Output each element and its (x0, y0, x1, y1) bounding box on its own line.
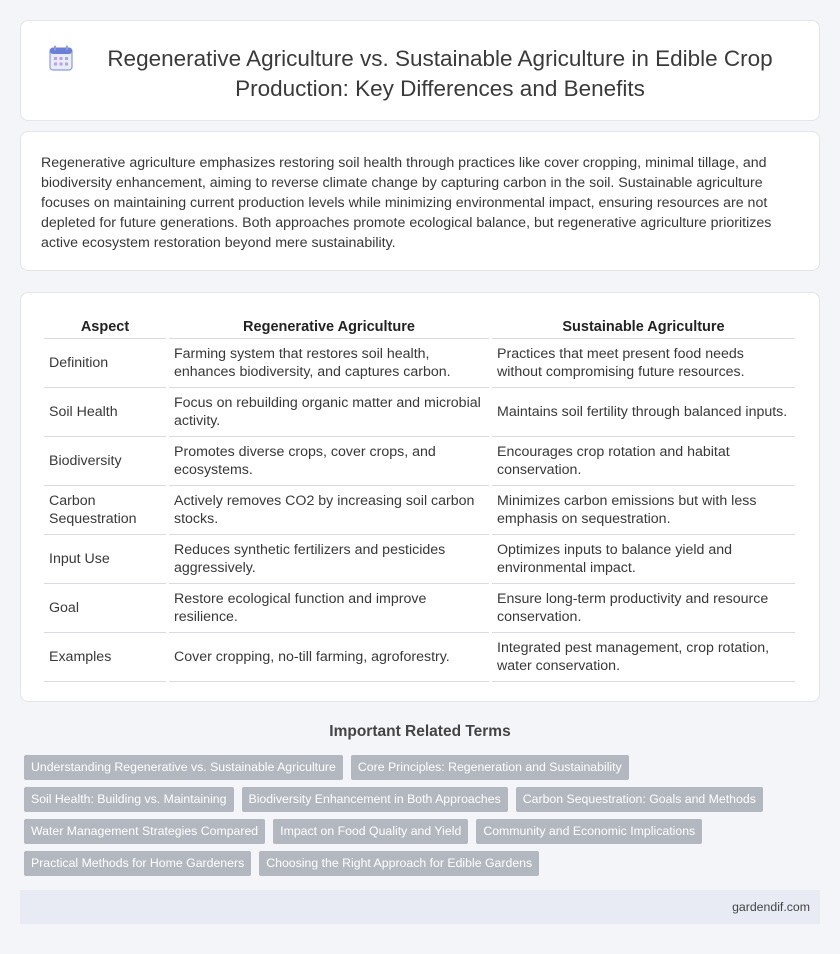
related-term-tag[interactable]: Core Principles: Regeneration and Sustainability (351, 755, 629, 780)
sustainable-cell: Minimizes carbon emissions but with less emphasis on sequestration. (492, 486, 795, 535)
regenerative-cell: Reduces synthetic fertilizers and pesticides aggressively. (169, 535, 489, 584)
aspect-cell: Goal (44, 584, 166, 633)
regenerative-cell: Promotes diverse crops, cover crops, and ecosystems. (169, 437, 489, 486)
footer (20, 890, 820, 924)
sustainable-cell: Integrated pest management, crop rotation, water conservation. (492, 633, 795, 682)
tag-row (24, 755, 804, 780)
regenerative-cell: Focus on rebuilding organic matter and microbial activity. (169, 388, 489, 437)
aspect-cell: Input Use (44, 535, 166, 584)
tag-row (24, 819, 804, 844)
related-term-tag[interactable]: Soil Health: Building vs. Maintaining (24, 787, 234, 812)
comparison-table (41, 317, 798, 682)
related-term-tag[interactable]: Biodiversity Enhancement in Both Approaches (242, 787, 508, 812)
related-terms-list (24, 755, 804, 883)
tag-row (24, 787, 804, 812)
sustainable-cell: Ensure long-term productivity and resource conservation. (492, 584, 795, 633)
related-term-tag[interactable]: Practical Methods for Home Gardeners (24, 851, 251, 876)
table-row (44, 339, 795, 388)
regenerative-cell: Farming system that restores soil health, enhances biodiversity, and captures carbon. (169, 339, 489, 388)
calendar-icon (49, 45, 73, 71)
intro-card (20, 131, 820, 271)
aspect-cell: Examples (44, 633, 166, 682)
table-header-row (44, 317, 795, 339)
site-link[interactable]: gardendif.com (732, 900, 810, 914)
related-term-tag[interactable]: Carbon Sequestration: Goals and Methods (516, 787, 763, 812)
regenerative-cell: Actively removes CO2 by increasing soil carbon stocks. (169, 486, 489, 535)
sustainable-cell: Optimizes inputs to balance yield and environmental impact. (492, 535, 795, 584)
related-term-tag[interactable]: Understanding Regenerative vs. Sustainable Agriculture (24, 755, 343, 780)
table-row (44, 584, 795, 633)
sustainable-cell: Practices that meet present food needs without compromising future resources. (492, 339, 795, 388)
header-sustainable: Sustainable Agriculture (492, 317, 795, 339)
related-terms-heading: Important Related Terms (329, 723, 511, 740)
comparison-card (20, 292, 820, 702)
header-regenerative: Regenerative Agriculture (169, 317, 489, 339)
table-row (44, 437, 795, 486)
related-term-tag[interactable]: Community and Economic Implications (476, 819, 702, 844)
table-row (44, 535, 795, 584)
aspect-cell: Biodiversity (44, 437, 166, 486)
related-term-tag[interactable]: Water Management Strategies Compared (24, 819, 265, 844)
aspect-cell: Definition (44, 339, 166, 388)
sustainable-cell: Maintains soil fertility through balanced inputs. (492, 388, 795, 437)
table-row (44, 633, 795, 682)
sustainable-cell: Encourages crop rotation and habitat conservation. (492, 437, 795, 486)
page-title: Regenerative Agriculture vs. Sustainable Agriculture in Edible Crop Production: Key Differences and Benefits (107, 46, 773, 101)
table-row (44, 388, 795, 437)
regenerative-cell: Restore ecological function and improve resilience. (169, 584, 489, 633)
header-card (20, 20, 820, 121)
aspect-cell: Carbon Sequestration (44, 486, 166, 535)
aspect-cell: Soil Health (44, 388, 166, 437)
tag-row (24, 851, 804, 876)
regenerative-cell: Cover cropping, no-till farming, agroforestry. (169, 633, 489, 682)
related-term-tag[interactable]: Choosing the Right Approach for Edible Gardens (259, 851, 539, 876)
intro-paragraph: Regenerative agriculture emphasizes restoring soil health through practices like cover cropping, minimal tillage, and biodiversity enhancement, aiming to reverse climate change by capturing carbon in the soil. Sustainable agriculture focuses on maintaining current production levels while minimizing environmental impact, ensuring resources are not depleted for future generations. Both approaches promote ecological balance, but regenerative agriculture prioritizes active ecosystem restoration beyond mere sustainability. (41, 155, 772, 251)
related-term-tag[interactable]: Impact on Food Quality and Yield (273, 819, 468, 844)
header-aspect: Aspect (44, 317, 166, 339)
table-row (44, 486, 795, 535)
